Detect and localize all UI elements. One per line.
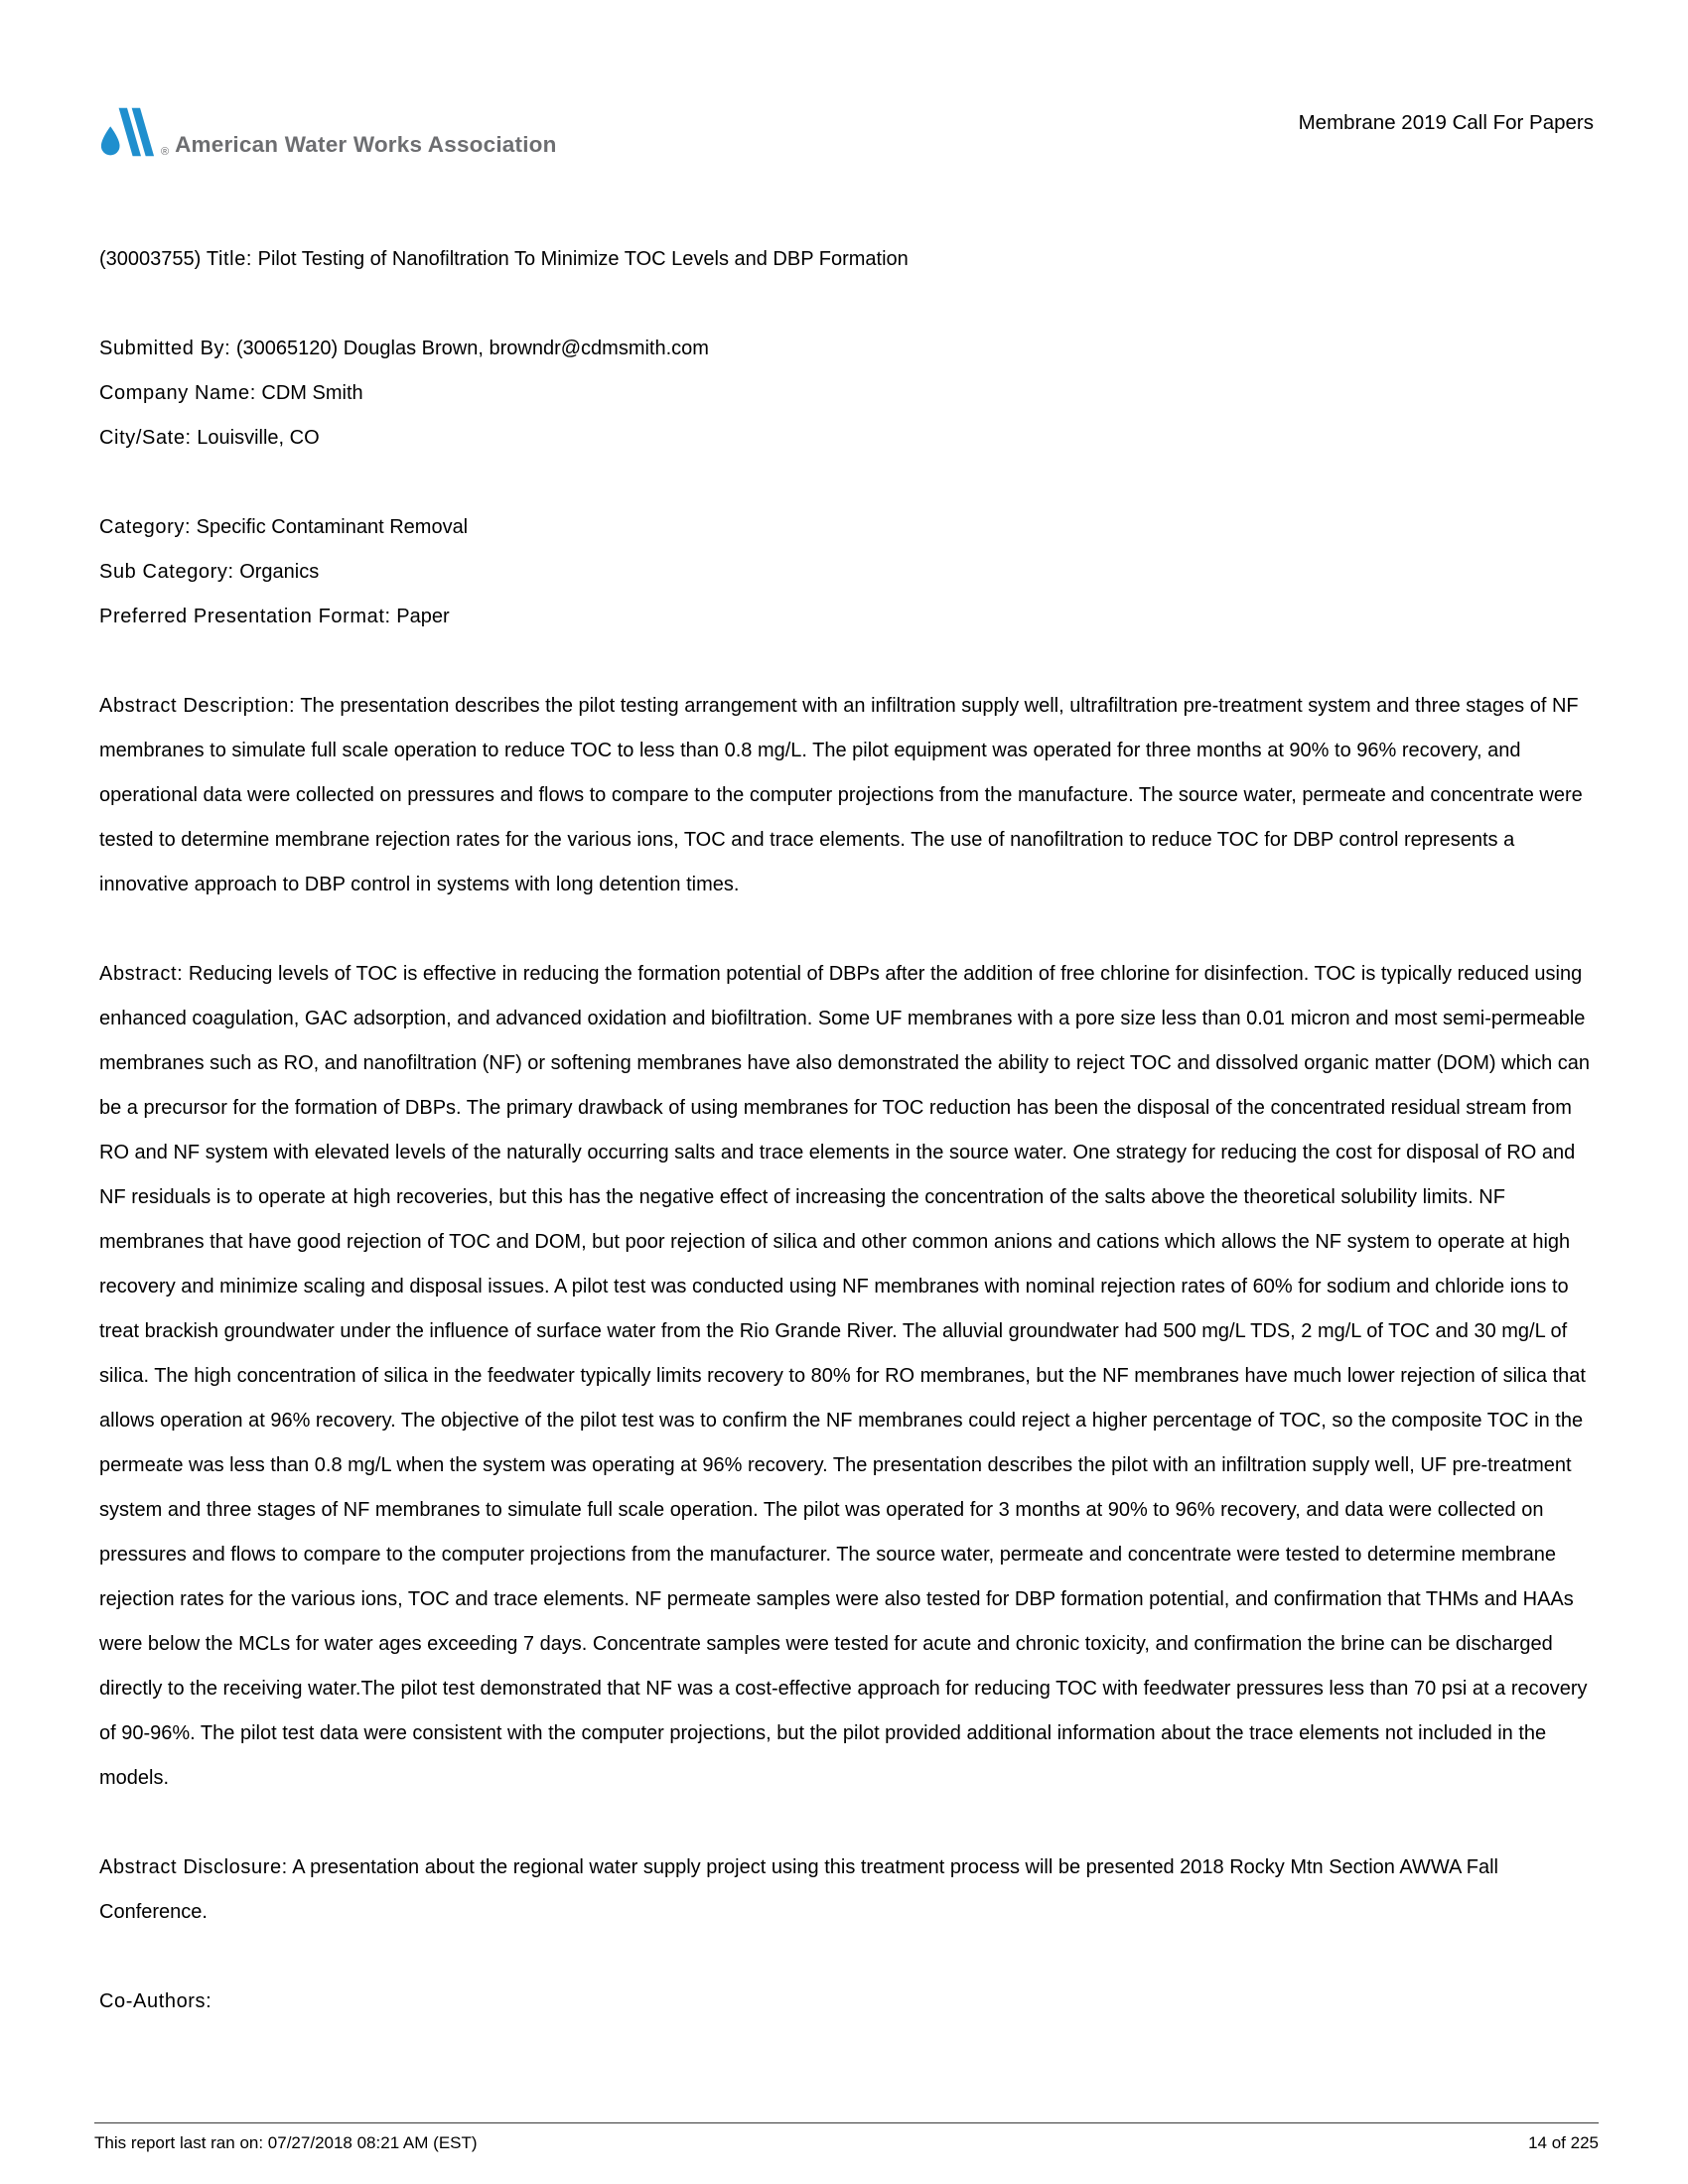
sub-category-value: Organics	[239, 561, 320, 583]
company-name-line	[99, 371, 1594, 416]
submitter-group	[99, 327, 1594, 461]
footer-last-ran: This report last ran on: 07/27/2018 08:21 AM (EST)	[94, 2133, 478, 2152]
preferred-format-value: Paper	[396, 606, 450, 627]
category-label: Category:	[99, 516, 192, 538]
sub-category-line	[99, 550, 1594, 595]
document-header	[99, 0, 1594, 160]
co-authors-label: Co-Authors:	[99, 1990, 212, 2012]
submission-id: (30003755)	[99, 248, 202, 270]
submitted-by-line	[99, 327, 1594, 371]
abstract-label: Abstract:	[99, 963, 184, 985]
city-state-line	[99, 416, 1594, 461]
awwa-logo	[99, 105, 557, 160]
submitted-by-value: (30065120) Douglas Brown, browndr@cdmsmith.com	[235, 338, 709, 359]
category-line	[99, 505, 1594, 550]
preferred-format-line	[99, 595, 1594, 639]
abstract-description-label: Abstract Description:	[99, 695, 296, 717]
abstract-disclosure-label: Abstract Disclosure:	[99, 1856, 288, 1878]
title-value: Pilot Testing of Nanofiltration To Minimize TOC Levels and DBP Formation	[257, 248, 909, 270]
abstract-text: Reducing levels of TOC is effective in reducing the formation potential of DBPs after the addition of free chlorine for disinfection. TOC is typically reduced using enhanced coagulation, GAC adsorption, and advanced oxidation and biofiltration. Some UF membranes with a pore size less than 0.01 micron and most semi-permeable membranes such as RO, and nanofiltration (NF) or softening membranes have also demonstrated the ability to reject TOC and dissolved organic matter (DOM) which can be a precursor for the formation of DBPs. The primary drawback of using membranes for TOC reduction has been the disposal of the concentrated residual stream from RO and NF system with elevated levels of the naturally occurring salts and trace elements in the source water. One strategy for reducing the cost for disposal of RO and NF residuals is to operate at high recoveries, but this has the negative effect of increasing the concentration of the salts above the theoretical solubility limits. NF membranes that have good rejection of TOC and DOM, but poor rejection of silica and other common anions and cations which allows the NF system to operate at high recovery and minimize scaling and disposal issues. A pilot test was conducted using NF membranes with nominal rejection rates of 60% for sodium and chloride ions to treat brackish groundwater under the influence of surface water from the Rio Grande River. The alluvial groundwater had 500 mg/L TDS, 2 mg/L of TOC and 30 mg/L of silica. The high concentration of silica in the feedwater typically limits recovery to 80% for RO membranes, but the NF membranes have much lower rejection of silica that allows operation at 96% recovery. The objective of the pilot test was to confirm the NF membranes could reject a higher percentage of TOC, so the composite TOC in the permeate was less than 0.8 mg/L when the system was operating at 96% recovery. The presentation describes the pilot with an infiltration supply well, UF pre-treatment system and three stages of NF membranes to simulate full scale operation. The pilot was operated for 3 months at 90% to 96% recovery, and data were collected on pressures and flows to compare to the computer projections from the manufacturer. The source water, permeate and concentrate were tested to determine membrane rejection rates for the various ions, TOC and trace elements. NF permeate samples were also tested for DBP formation potential, and confirmation that THMs and HAAs were below the MCLs for water ages exceeding 7 days. Concentrate samples were tested for acute and chronic toxicity, and confirmation the brine can be discharged directly to the receiving water.The pilot test demonstrated that NF was a cost-effective approach for reducing TOC with feedwater pressures less than 70 psi at a recovery of 90-96%. The pilot test data were consistent with the computer projections, but the pilot provided additional information about the trace elements not included in the models.	[99, 963, 1591, 1789]
city-state-value: Louisville, CO	[197, 427, 320, 449]
title-label: Title:	[206, 248, 253, 270]
submitted-by-label: Submitted By:	[99, 338, 231, 359]
abstract-disclosure-text: A presentation about the regional water supply project using this treatment process will be presented 2018 Rocky Mtn Section AWWA Fall Conference.	[99, 1856, 1499, 1923]
city-state-label: City/Sate:	[99, 427, 192, 449]
company-name-value: CDM Smith	[261, 382, 363, 404]
document-footer	[94, 2122, 1599, 2154]
abstract-paragraph	[99, 952, 1594, 1801]
category-value: Specific Contaminant Removal	[196, 516, 469, 538]
preferred-format-label: Preferred Presentation Format:	[99, 606, 391, 627]
registered-mark: ®	[161, 146, 170, 158]
report-title: Membrane 2019 Call For Papers	[1298, 111, 1594, 134]
category-group	[99, 505, 1594, 639]
abstract-description-paragraph	[99, 684, 1594, 907]
co-authors-line	[99, 1979, 1594, 2024]
logo-brand-text: American Water Works Association	[175, 132, 557, 158]
abstract-disclosure-paragraph	[99, 1845, 1594, 1935]
footer-page-number: 14 of 225	[1528, 2133, 1599, 2152]
company-name-label: Company Name:	[99, 382, 256, 404]
sub-category-label: Sub Category:	[99, 561, 234, 583]
submission-title-line	[99, 237, 1594, 282]
abstract-description-text: The presentation describes the pilot testing arrangement with an infiltration supply well, ultrafiltration pre-treatment system and three stages of NF membranes to simulate full scale operation to reduce TOC to less than 0.8 mg/L. The pilot equipment was operated for three months at 90% to 96% recovery, and operational data were collected on pressures and flows to compare to the computer projections from the manufacture. The source water, permeate and concentrate were tested to determine membrane rejection rates for the various ions, TOC and trace elements. The use of nanofiltration to reduce TOC for DBP control represents a innovative approach to DBP control in systems with long detention times.	[99, 695, 1583, 895]
awwa-drop-icon	[99, 107, 155, 162]
